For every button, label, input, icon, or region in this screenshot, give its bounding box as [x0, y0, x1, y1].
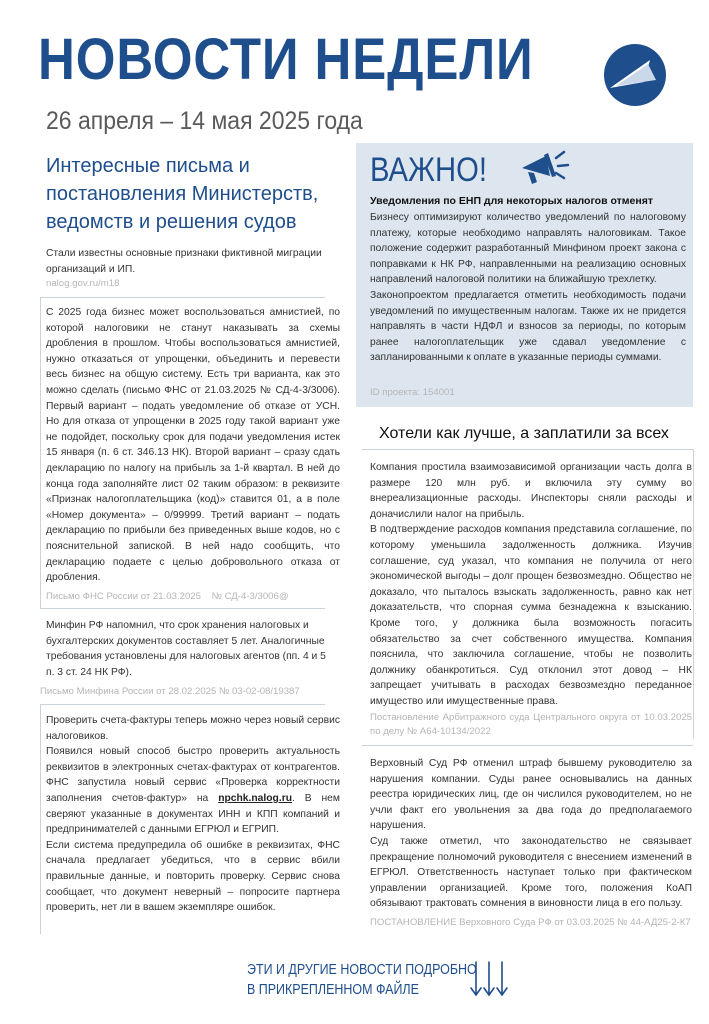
- divider: [362, 449, 693, 450]
- down-arrows-icon: [468, 958, 510, 1000]
- divider: [40, 297, 41, 608]
- article-paragraph: В подтверждение расходов компания представила соглашение, по которому уменьшила задолженность должника. Изучив соглашение, суд указал, что компания не получила от него экономической выгоды – долг прощен безвозмездно. Обществo не доказало, что пыталось взыскать задолженность, равно как нет доказательств, что спорная сумма безнадежна к взысканию. Кроме того, у должника была возможность погасить обязательство за счет собственного имущества. Компания пояснила, что заключила соглашение, чтобы не позволить должнику обанкротиться. Суд отклонил этот довод – НК запрещает учитывать в расходах безвозмездно переданное имущество или имущественные права.: [370, 524, 692, 707]
- news-lead: Проверить счета-фактуры теперь можно через новый сервис налоговиков.: [46, 715, 340, 742]
- news-text: . В нем сверяют указанные в документах ИНН и КПП компаний и предпринимателей с данными ЕГРЮЛ и ЕГРИП.: [46, 792, 340, 836]
- divider: [40, 297, 325, 298]
- article-paragraph: Компания простила взаимозависимой организации часть долга в размере 120 млн руб. и включила эту сумму во внереализационные расходы. Инспекторы сняли расходы и доначислили налог на прибыль.: [370, 462, 692, 520]
- npchk-link[interactable]: npchk.nalog.ru: [218, 792, 292, 804]
- news-item-migration: Стали известны основные признаки фиктивной миграции организаций и ИП.: [46, 248, 322, 275]
- important-paragraph: Законопроектом предлагается отметить необходимость подачи уведомлений по имущественным налогам. Также их не придется направлять в части НДФЛ и взносов за периоды, по которым ранее налогоплательщик уже сдавал уведомление с запланированными к оплате в указанные периоды суммами.: [370, 289, 686, 364]
- article-paragraph: Суд также отметил, что законодательство не связывает прекращение полномочий руководителя с внесением изменений в ЕГРЮЛ. Ответственность наступает только при фактическом управлении организацией. Кроме того, положения КоАП обязывают трактовать сомнения в виновности лица в его пользу.: [370, 835, 692, 910]
- article-source: ПОСТАНОВЛЕНИЕ Верховного Суда РФ от 03.03.2025 № 44-АД25-2-К7: [370, 917, 691, 928]
- news-source: nalog.gov.ru/m18: [46, 278, 120, 289]
- important-title: ВАЖНО!: [370, 151, 488, 189]
- logo-icon: [604, 44, 666, 106]
- news-item-storage: Минфин РФ напомнил, что срок хранения налоговых и бухгалтерских документов составляет 5 лет. Аналогичные требования установлены для налоговых агентов (пп. 4 и 5 п. 3 ст. 24 НК РФ).: [46, 620, 326, 678]
- important-subtitle: Уведомления по ЕНП для некоторых налогов отменят: [370, 195, 653, 207]
- news-item-amnesty: С 2025 года бизнес может воспользоваться амнистией, по которой налоговики не станут наказывать за схемы дробления в прошлом. Чтобы воспользоваться амнистией, нужно отказаться от упрощенки, объединить и перевести весь бизнес на общую систему. Есть три варианта, как это можно сделать (письмо ФНС от 21.03.2025 № СД-4-3/3006). Первый вариант – подать уведомление об отказе от УСН. Но для отказа от упрощенки в 2025 году такой вариант уже не подойдет, поскольку срок для подачи уведомления истек 15 января (п. 6 ст. 346.13 НК). Второй вариант – сразу сдать декларацию по налогу на прибыль за 1-й квартал. В ней до конца года заполняйте лист 02 таким образом: в реквизите «Признак налогоплательщика (код)» ставится 01, а в поле «Номер документа» – 0/99999. Третий вариант – подать декларацию по прибыли без приведенных выше кодов, но с пояснительной запиской. В ней надо сообщить, что декларацию подаете с целью добровольного отказа от дробления.: [46, 307, 340, 584]
- news-text: Появился новый способ быстро проверить актуальность реквизитов в электронных счетах-фактурах от контрагентов. ФНС запустила новый сервис «Проверка корректности заполнения счетов-фактур» на: [46, 746, 340, 804]
- date-range: 26 апреля – 14 мая 2025 года: [46, 107, 363, 135]
- article-paragraph: Верховный Суд РФ отменил штраф бывшему руководителю за нарушения компании. Суды ранее основывались на данных реестра юридических лиц, где он числился руководителем, но не учли факт его увольнения за два года до предполагаемого нарушения.: [370, 758, 692, 832]
- news-item-invoices: [46, 713, 340, 916]
- news-text: Если система предупредила об ошибке в реквизитах, ФНС сначала предлагает убедиться, что в сервис вбили правильные данные, и повторить проверку. Сервис снова сообщает, что документ неверный – попросите партнера проверить, нет ли в вашем экземпляре ошибок.: [46, 839, 340, 914]
- footer-line: ЭТИ И ДРУГИЕ НОВОСТИ ПОДРОБНО: [247, 962, 477, 978]
- divider: [40, 608, 325, 609]
- divider: [40, 704, 41, 934]
- news-source: Письмо ФНС России от 21.03.2025 № СД-4-3/3006@: [46, 591, 289, 602]
- divider: [362, 745, 693, 746]
- divider: [693, 449, 694, 739]
- project-id: ID проекта: 154001: [370, 387, 455, 398]
- footer-line: В ПРИКРЕПЛЕННОМ ФАЙЛЕ: [247, 982, 419, 998]
- article-text: [370, 460, 692, 710]
- divider: [40, 704, 325, 705]
- article-heading: Хотели как лучше, а заплатили за всех: [379, 425, 669, 442]
- article-source: Постановление Арбитражного суда Центрального округа от 10.03.2025 по делу № А64-10134/2022: [370, 712, 692, 737]
- page-title: НОВОСТИ НЕДЕЛИ: [38, 27, 534, 92]
- section-title: Интересные письма и постановления Министерств, ведомств и решения судов: [46, 155, 319, 233]
- news-source: Письмо Минфина России от 28.02.2025 № 03-02-08/19387: [40, 686, 300, 697]
- important-text: [370, 210, 686, 366]
- important-paragraph: Бизнесу оптимизируют количество уведомлений по налоговому платежу, которые необходимо направлять налоговикам. Такое положение содержит разработанный Минфином проект закона с поправками к НК РФ, направленными на реализацию основных направлений налоговой политики на ближайшую трехлетку.: [370, 212, 686, 286]
- megaphone-icon: [516, 146, 572, 190]
- article-text: [370, 756, 692, 912]
- footer-note: [247, 960, 477, 1000]
